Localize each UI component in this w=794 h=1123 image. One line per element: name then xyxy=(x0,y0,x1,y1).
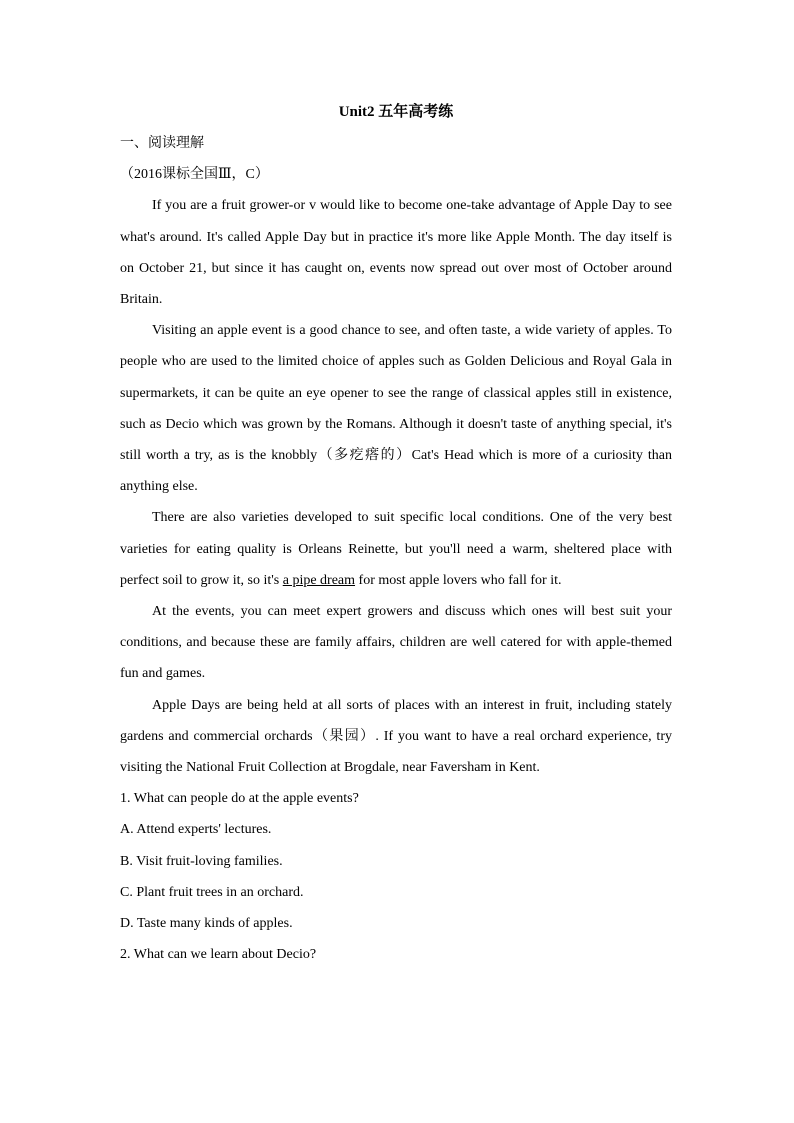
passage-paragraph-4: At the events, you can meet expert growers and discuss which ones will best suit your conditions, and because these are family affairs, children are well catered for with apple-themed fun and games. xyxy=(120,604,672,682)
passage-paragraph-3 xyxy=(120,502,672,596)
question-2-stem: 2. What can we learn about Decio? xyxy=(120,947,317,963)
question-1-option-c: C. Plant fruit trees in an orchard. xyxy=(120,884,304,900)
passage-paragraph-1: If you are a fruit grower-or v would like to become one-take advantage of Apple Day to see what's around. It's called Apple Day but in practice it's more like Apple Month. The day itself is on October 21, but since it has caught on, events now spread out over most of October around Britain. xyxy=(120,198,672,308)
passage-paragraph-5: Apple Days are being held at all sorts of places with an interest in fruit, including stately gardens and commercial orchards（果园）. If you want to have a real orchard experience, try visiting the National Fruit Collection at Brogdale, near Faversham in Kent. xyxy=(120,697,672,776)
page-title: Unit2 五年高考练 xyxy=(338,104,454,120)
underlined-phrase: a pipe dream xyxy=(282,572,356,588)
paragraph-3-text-before: There are also varieties developed to suit specific local conditions. One of the very best varieties for eating quality is Orleans Reinette, but you'll need a warm, sheltered place with perfect soil to grow it, so it's xyxy=(120,510,672,588)
source-citation: （2016课标全国Ⅲ，C） xyxy=(120,167,269,183)
question-1-stem: 1. What can people do at the apple events? xyxy=(120,791,359,807)
question-1-option-a: A. Attend experts' lectures. xyxy=(120,822,272,838)
paragraph-3-text-after: for most apple lovers who fall for it. xyxy=(355,572,562,588)
question-1-option-d: D. Taste many kinds of apples. xyxy=(120,916,293,932)
section-heading: 一、阅读理解 xyxy=(120,136,204,151)
document-content xyxy=(120,98,672,970)
passage-paragraph-2: Visiting an apple event is a good chance to see, and often taste, a wide variety of apples. To people who are used to the limited choice of apples such as Golden Delicious and Royal Gala in supermarkets, it can be quite an eye opener to see the range of classical apples still in existence, such as Decio which was grown by the Romans. Although it doesn't taste of anything special, it's still worth a try, as is the knobbly（多疙瘩的）Cat's Head which is more of a curiosity than anything else. xyxy=(120,323,672,495)
question-1-option-b: B. Visit fruit-loving families. xyxy=(120,853,283,869)
